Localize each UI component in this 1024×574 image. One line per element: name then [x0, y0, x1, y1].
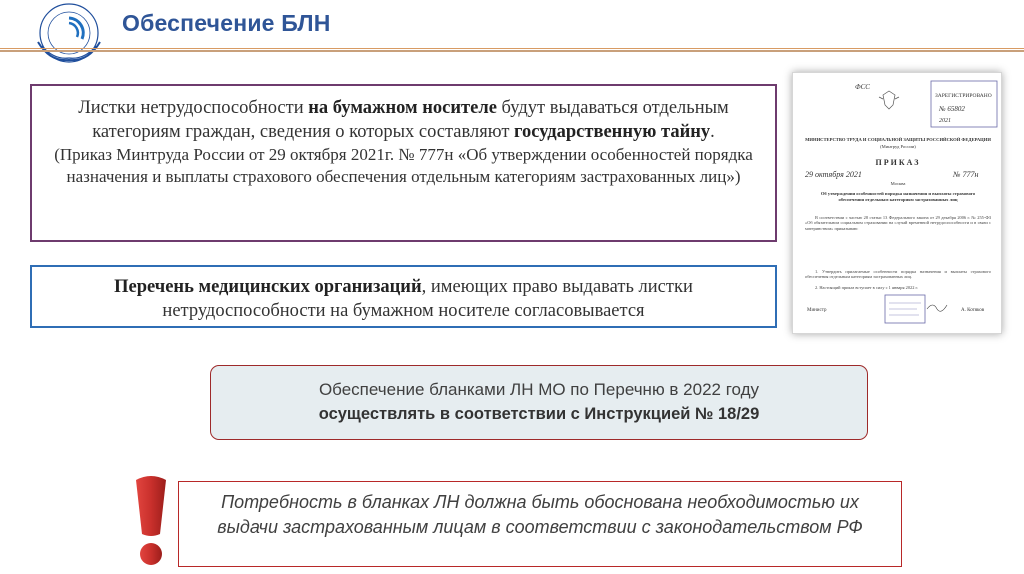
doc-signer-name: А. Котяков: [961, 308, 985, 313]
supply-line: Обеспечение бланками ЛН МО по Перечню в 2022 году: [318, 380, 760, 399]
blank-supply-note: [210, 365, 868, 440]
doc-item-2: 2. Настоящий приказ вступает в силу с 1 января 2022 г.: [815, 285, 918, 290]
doc-signature: [927, 305, 947, 311]
svg-text:ЗАРЕГИСТРИРОВАНО: ЗАРЕГИСТРИРОВАНО: [935, 93, 992, 99]
header-divider: [0, 48, 1024, 52]
page-title: Обеспечение БЛН: [122, 10, 331, 36]
svg-text:№ 65802: № 65802: [939, 105, 965, 113]
blank-need-justification: Потребность в бланках ЛН должна быть обоснована необходимостью их выдачи застрахованным лицам в соответствии с законодательством РФ: [178, 481, 902, 567]
bold-paper-medium: на бумажном носителе: [308, 98, 497, 118]
bold-state-secret: государственную тайну: [514, 122, 711, 142]
doc-number: № 777н: [953, 170, 979, 179]
order-document-image: [792, 72, 1002, 334]
doc-item-1: 1. Утвердить прилагаемые особенности порядка назначения и выплаты страхового обеспечения отдельным категориям застрахованных лиц.: [805, 269, 991, 280]
order-citation: (Приказ Минтруда России от 29 октября 2021г. № 777н «Об утверждении особенностей порядка назначения и выплаты страхового обеспечения отдельным категориям застрахованных лиц»): [54, 145, 753, 186]
doc-date: 29 октября 2021: [805, 170, 862, 179]
doc-signer-title: Министр: [807, 308, 827, 313]
doc-order-word: ПРИКАЗ: [875, 158, 921, 167]
medical-organizations-note: Перечень медицинских организаций, имеющих право выдавать листки нетрудоспособности на бумажном носителе согласовывается: [30, 265, 777, 328]
note-main-text: Листки нетрудоспособности на бумажном носителе будут выдаваться отдельным категориям граждан, сведения о которых составляют государственную тайну.: [78, 98, 729, 142]
fss-logo-icon: [30, 2, 108, 64]
doc-handwritten: ФСС: [855, 83, 870, 91]
doc-city: Москва: [890, 181, 906, 186]
instruction-line: осуществлять в соответствии с Инструкцией № 18/29: [318, 405, 760, 423]
svg-text:2021: 2021: [939, 118, 951, 124]
exclamation-icon: [128, 472, 174, 568]
doc-seal: [885, 295, 925, 323]
doc-ministry: МИНИСТЕРСТВО ТРУДА И СОЦИАЛЬНОЙ ЗАЩИТЫ РОССИЙСКОЙ ФЕДЕРАЦИИ: [805, 137, 991, 142]
paper-sick-leave-note: [30, 84, 777, 242]
doc-ministry-short: (Минтруд России): [880, 144, 916, 149]
registration-stamp: [931, 81, 997, 127]
doc-body: В соответствии с частью 28 статьи 13 Федерального закона от 29 декабря 2006 г. № 255-ФЗ «Об обязательном социальном страховании на случай временной нетрудоспособности и в связи с материнством» приказываю:: [805, 215, 991, 231]
doc-emblem-icon: [879, 91, 899, 109]
doc-subject: Об утверждении особенностей порядка назначения и выплаты страхового обеспечения отдельным категориям застрахованных лиц: [820, 191, 976, 202]
bold-medical-list: Перечень медицинских организаций: [114, 277, 422, 297]
